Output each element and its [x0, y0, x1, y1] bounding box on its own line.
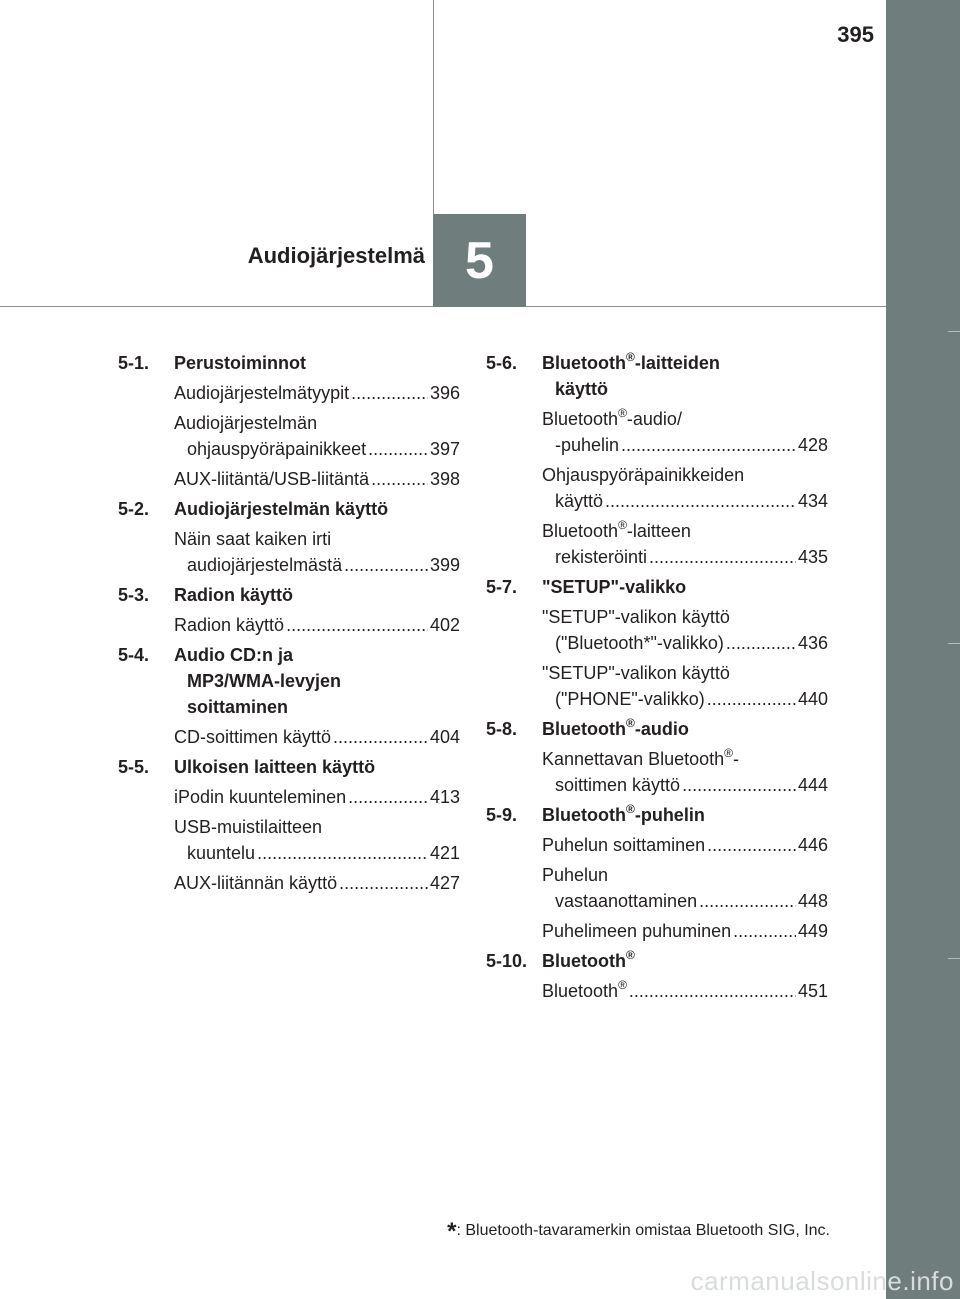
section-number: 5-10. — [486, 951, 528, 971]
toc-entry[interactable] — [486, 518, 828, 570]
section-title-line: Bluetooth®-audio — [542, 716, 689, 739]
dot-leader — [344, 552, 428, 578]
entry-text: Kannettavan Bluetooth®- — [542, 746, 739, 769]
section-number: 5-2. — [118, 499, 150, 519]
toc-section — [118, 642, 460, 750]
section-title-line: Ulkoisen laitteen käyttö — [174, 757, 376, 777]
dot-leader — [621, 432, 796, 458]
toc-entry[interactable] — [486, 978, 828, 1004]
entry-text: "SETUP"-valikon käyttö — [542, 607, 730, 627]
entry-row — [542, 832, 828, 858]
entry-page-number: 397 — [429, 439, 460, 459]
entry-page-number: 451 — [797, 981, 828, 1001]
toc-entry[interactable] — [486, 406, 828, 458]
entry-page-number: 398 — [429, 469, 460, 489]
section-heading — [486, 716, 828, 742]
toc-entry[interactable] — [118, 870, 460, 896]
chapter-number-box — [433, 214, 526, 307]
section-title — [542, 948, 828, 974]
entry-text: iPodin kuunteleminen — [174, 787, 347, 807]
section-title-line: Audiojärjestelmän käyttö — [174, 499, 389, 519]
section-title-line: Bluetooth®-puhelin — [542, 802, 705, 825]
entry-page-number: 402 — [429, 615, 460, 635]
entry-text: Audiojärjestelmätyypit — [174, 383, 350, 403]
dot-leader — [629, 978, 796, 1004]
section-number: 5-3. — [118, 585, 150, 605]
entry-page-number: 428 — [797, 435, 828, 455]
entry-page-number: 396 — [429, 383, 460, 403]
section-title — [542, 574, 828, 600]
entry-page-number: 436 — [797, 633, 828, 653]
section-title-line: Perustoiminnot — [174, 353, 307, 373]
entry-row — [542, 432, 828, 458]
section-heading — [118, 496, 460, 522]
section-title-line: MP3/WMA-levyjen — [187, 671, 342, 691]
entry-page-number: 421 — [429, 843, 460, 863]
section-number: 5-5. — [118, 757, 150, 777]
toc-entry[interactable] — [118, 526, 460, 578]
entry-row — [174, 784, 460, 810]
section-heading — [118, 754, 460, 780]
entry-text: Puhelimeen puhuminen — [542, 921, 732, 941]
entry-page-number: 435 — [797, 547, 828, 567]
entry-text: AUX-liitännän käyttö — [174, 873, 338, 893]
section-title-line: Bluetooth® — [542, 948, 635, 971]
entry-page-number: 413 — [429, 787, 460, 807]
dot-leader — [371, 466, 428, 492]
page-number: 395 — [837, 22, 874, 47]
entry-text: ("Bluetooth*"-valikko) — [555, 633, 724, 653]
section-heading — [118, 350, 460, 376]
section-number: 5-1. — [118, 353, 150, 373]
toc-section — [486, 802, 828, 944]
entry-row — [174, 870, 460, 896]
section-title — [174, 582, 460, 608]
section-number: 5-8. — [486, 719, 518, 739]
section-title-line: Bluetooth®-laitteiden — [542, 350, 720, 373]
toc-section — [486, 716, 828, 798]
dot-leader — [699, 888, 796, 914]
section-title — [174, 350, 460, 376]
toc-entry[interactable] — [118, 724, 460, 750]
toc-section — [118, 350, 460, 492]
section-title-line: Radion käyttö — [174, 585, 294, 605]
toc-entry[interactable] — [486, 862, 828, 914]
entry-text: Bluetooth® — [542, 978, 627, 1001]
entry-row — [542, 630, 828, 656]
section-heading — [118, 582, 460, 608]
toc-entry[interactable] — [118, 410, 460, 462]
section-title — [174, 496, 460, 522]
entry-page-number: 440 — [797, 689, 828, 709]
toc-column-left — [118, 350, 460, 900]
section-title-line: Audio CD:n ja — [174, 645, 293, 665]
toc-section — [486, 574, 828, 712]
entry-page-number: 448 — [797, 891, 828, 911]
entry-row — [174, 436, 460, 462]
entry-text: Radion käyttö — [174, 615, 285, 635]
toc-section — [486, 350, 828, 570]
entry-text: Puhelun soittaminen — [542, 835, 706, 855]
toc-entry[interactable] — [486, 604, 828, 656]
dot-leader — [368, 436, 428, 462]
section-heading — [486, 350, 828, 402]
entry-row — [542, 888, 828, 914]
entry-page-number: 434 — [797, 491, 828, 511]
entry-text: CD-soittimen käyttö — [174, 727, 332, 747]
toc-entry[interactable] — [486, 918, 828, 944]
entry-text: ("PHONE"-valikko) — [555, 689, 705, 709]
entry-row — [542, 544, 828, 570]
entry-row — [542, 488, 828, 514]
entry-row — [542, 918, 828, 944]
toc-entry[interactable] — [118, 380, 460, 406]
section-heading — [486, 802, 828, 828]
divider-vertical — [433, 0, 434, 214]
dot-leader — [333, 724, 428, 750]
chapter-title: Audiojärjestelmä — [247, 243, 425, 268]
sidebar-tick — [948, 331, 960, 332]
sidebar-tick — [948, 958, 960, 959]
section-title-line: soittaminen — [187, 697, 289, 717]
entry-row — [542, 772, 828, 798]
section-number: 5-7. — [486, 577, 518, 597]
entry-text: kuuntelu — [187, 843, 256, 863]
entry-text: rekisteröinti — [555, 547, 648, 567]
entry-row — [542, 686, 828, 712]
section-title — [542, 350, 828, 402]
entry-text: "SETUP"-valikon käyttö — [542, 663, 730, 683]
footnote-text: : Bluetooth-tavaramerkin omistaa Bluetooth SIG, Inc. — [456, 1222, 830, 1239]
chapter-sidebar — [886, 0, 960, 1299]
section-title-line: "SETUP"-valikko — [542, 577, 687, 597]
dot-leader — [649, 544, 796, 570]
dot-leader — [605, 488, 796, 514]
watermark: carmanualsonline.info — [690, 1266, 954, 1296]
dot-leader — [707, 686, 796, 712]
toc-entry[interactable] — [486, 660, 828, 712]
footnote-asterisk: * — [447, 1218, 457, 1245]
entry-row — [174, 380, 460, 406]
entry-page-number: 404 — [429, 727, 460, 747]
toc-entry[interactable] — [118, 612, 460, 638]
entry-text: Puhelun — [542, 865, 609, 885]
entry-text: ohjauspyöräpainikkeet — [187, 439, 367, 459]
entry-text: audiojärjestelmästä — [187, 555, 343, 575]
entry-text: Audiojärjestelmän — [174, 413, 318, 433]
toc-section — [118, 582, 460, 638]
entry-text: käyttö — [555, 491, 604, 511]
entry-text: AUX-liitäntä/USB-liitäntä — [174, 469, 370, 489]
entry-text: vastaanottaminen — [555, 891, 698, 911]
entry-text: Bluetooth®-audio/ — [542, 406, 682, 429]
section-title — [542, 802, 828, 828]
entry-row — [174, 612, 460, 638]
toc-entry[interactable] — [118, 784, 460, 810]
entry-page-number: 444 — [797, 775, 828, 795]
dot-leader — [707, 832, 796, 858]
toc-section — [118, 496, 460, 578]
section-heading — [486, 948, 828, 974]
toc-entry[interactable] — [486, 462, 828, 514]
chapter-number: 5 — [465, 231, 494, 290]
section-title — [542, 716, 828, 742]
entry-text: Näin saat kaiken irti — [174, 529, 332, 549]
section-number: 5-6. — [486, 353, 518, 373]
dot-leader — [348, 784, 428, 810]
entry-page-number: 449 — [797, 921, 828, 941]
dot-leader — [682, 772, 796, 798]
entry-row — [174, 840, 460, 866]
toc-entry[interactable] — [486, 832, 828, 858]
entry-page-number: 399 — [429, 555, 460, 575]
section-heading — [118, 642, 460, 720]
dot-leader — [286, 612, 428, 638]
dot-leader — [351, 380, 428, 406]
dot-leader — [339, 870, 428, 896]
entry-text: soittimen käyttö — [555, 775, 681, 795]
section-number: 5-4. — [118, 645, 150, 665]
entry-row — [542, 978, 828, 1004]
entry-page-number: 446 — [797, 835, 828, 855]
sidebar-tick — [948, 643, 960, 644]
entry-text: USB-muistilaitteen — [174, 817, 323, 837]
section-heading — [486, 574, 828, 600]
section-title-line: käyttö — [555, 379, 609, 399]
dot-leader — [257, 840, 428, 866]
section-title — [174, 642, 460, 720]
dot-leader — [733, 918, 796, 944]
entry-row — [174, 724, 460, 750]
toc-section — [486, 948, 828, 1004]
toc-entry[interactable] — [118, 814, 460, 866]
section-number: 5-9. — [486, 805, 518, 825]
toc-entry[interactable] — [486, 746, 828, 798]
footnote — [447, 1218, 830, 1246]
entry-text: Ohjauspyöräpainikkeiden — [542, 465, 745, 485]
entry-row — [174, 552, 460, 578]
entry-row — [174, 466, 460, 492]
entry-text: -puhelin — [555, 435, 620, 455]
dot-leader — [726, 630, 796, 656]
toc-section — [118, 754, 460, 896]
toc-entry[interactable] — [118, 466, 460, 492]
entry-text: Bluetooth®-laitteen — [542, 518, 691, 541]
toc-column-right — [486, 350, 828, 1008]
entry-page-number: 427 — [429, 873, 460, 893]
section-title — [174, 754, 460, 780]
